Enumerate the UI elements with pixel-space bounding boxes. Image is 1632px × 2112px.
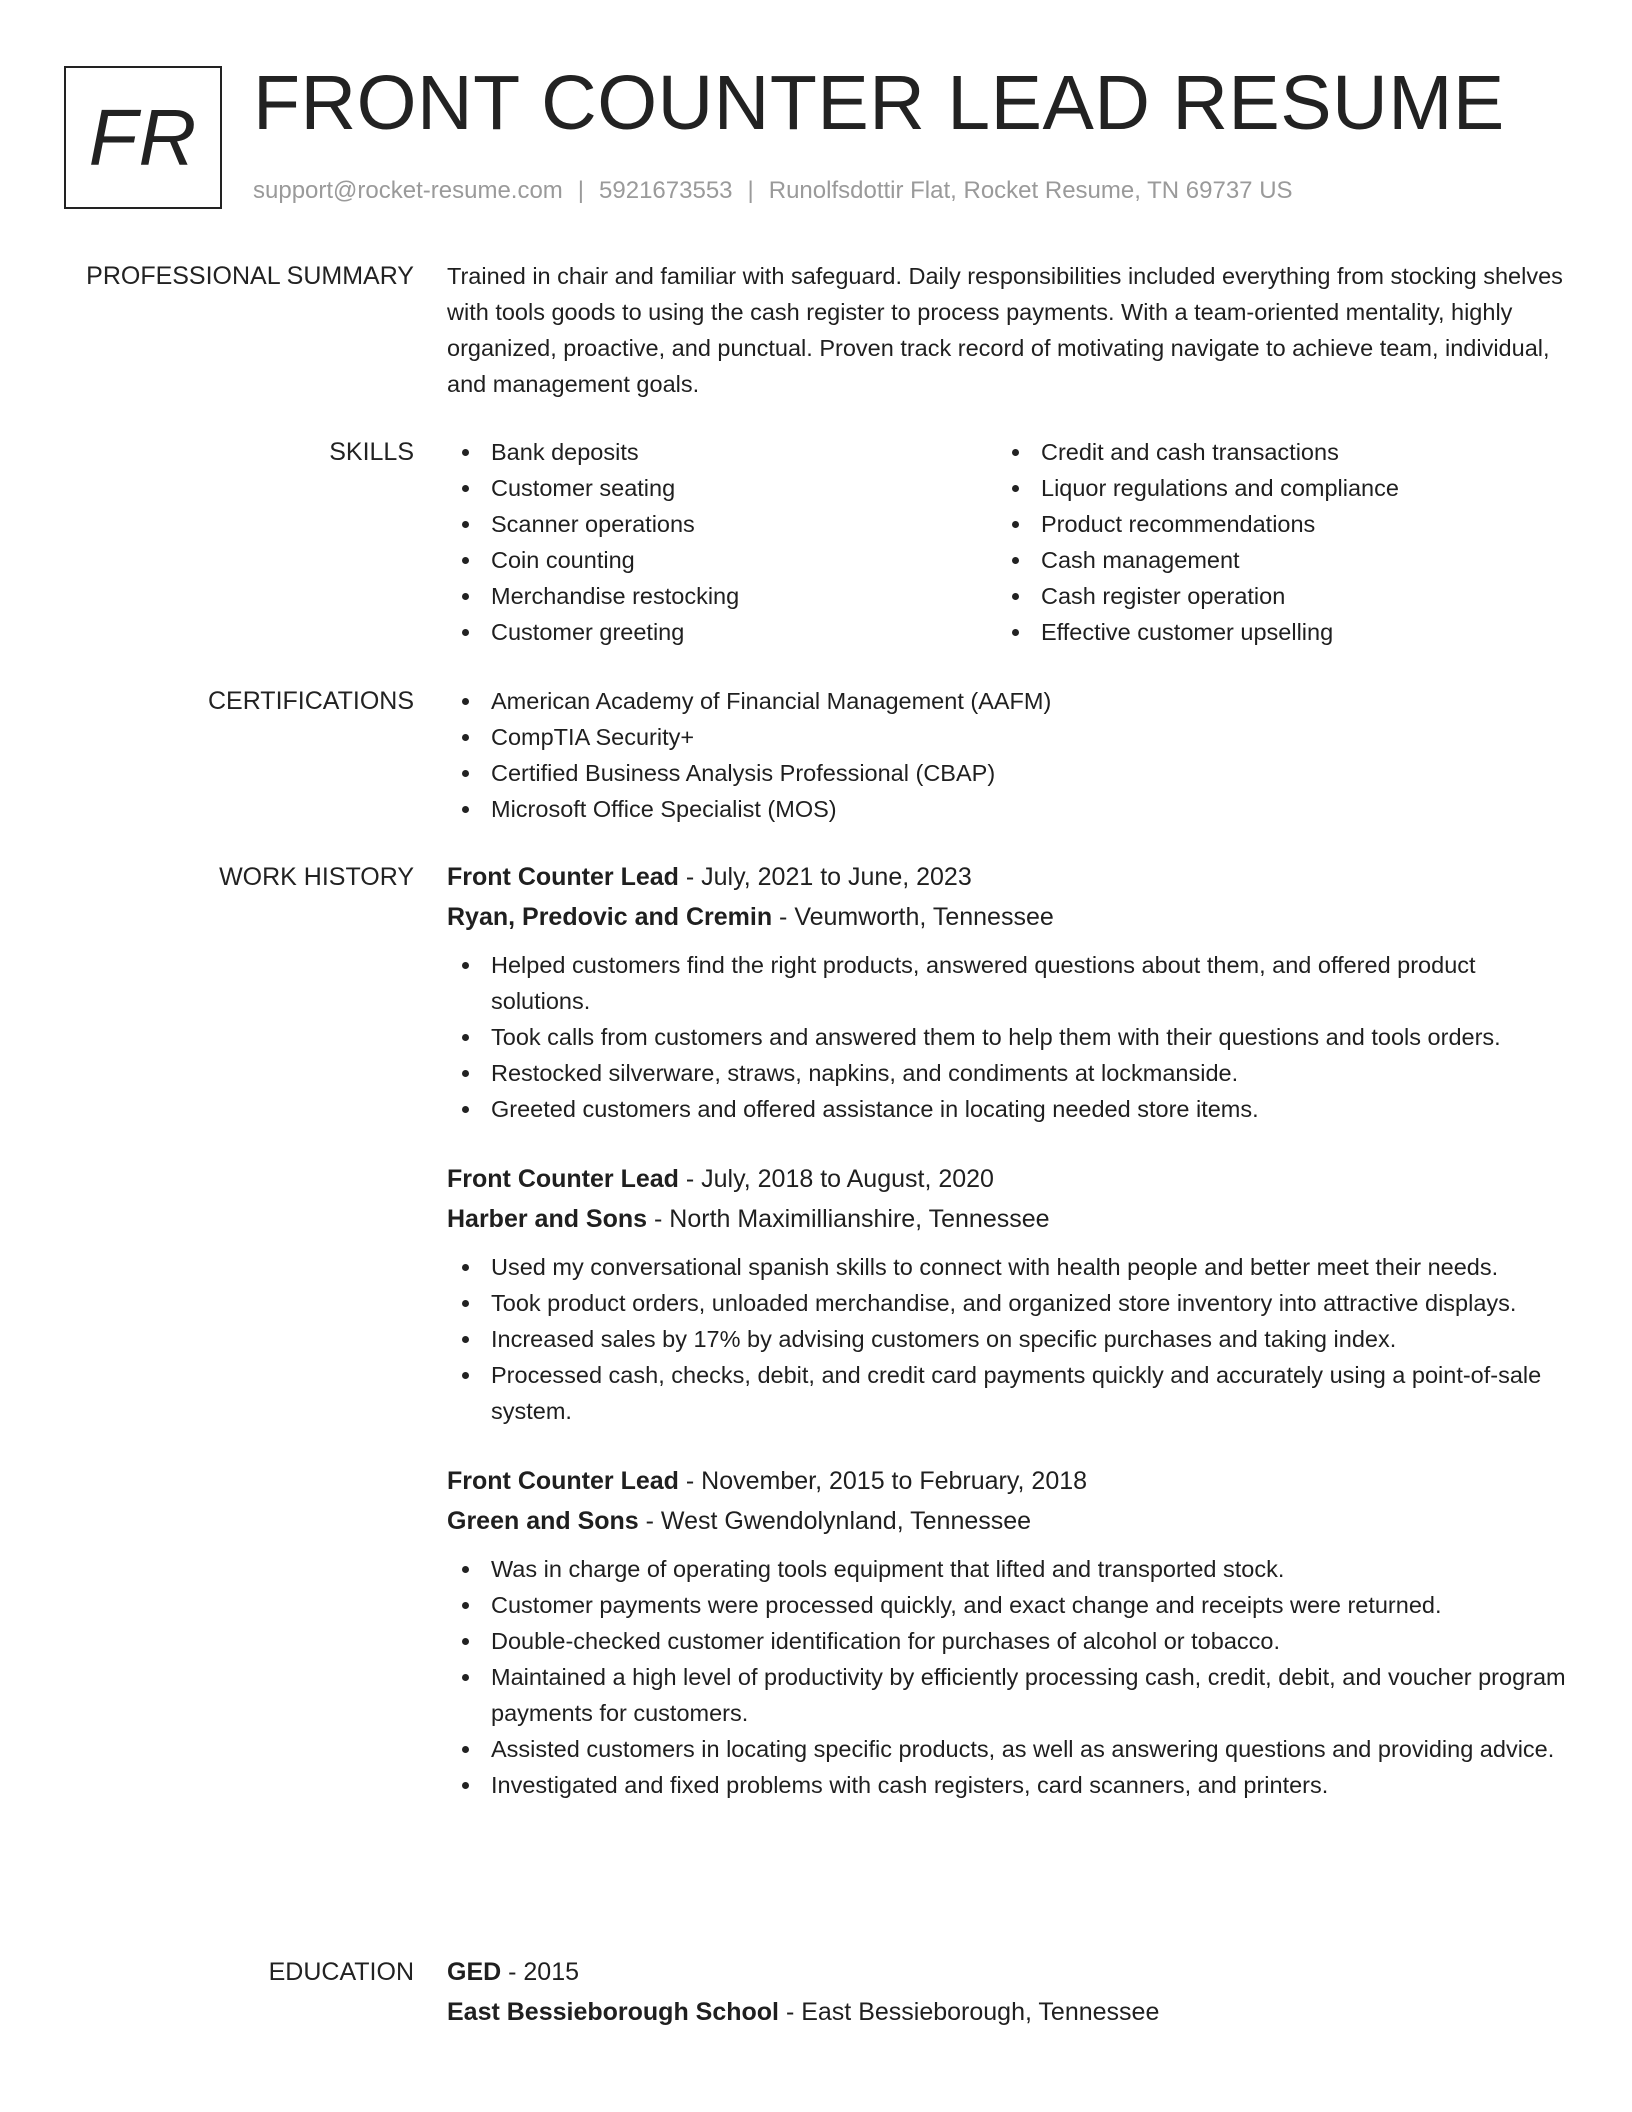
list-item: Product recommendations (997, 506, 1547, 542)
monogram: FR (64, 66, 222, 209)
list-item: Restocked silverware, straws, napkins, and condiments at lockmanside. (447, 1055, 1567, 1091)
list-item: Assisted customers in locating specific products, as well as answering questions and providing advice. (447, 1731, 1567, 1767)
list-item: CompTIA Security+ (447, 719, 1567, 755)
certifications-label: CERTIFICATIONS (207, 687, 414, 715)
list-item: Coin counting (447, 542, 997, 578)
skills-column-right (997, 434, 1547, 650)
list-item: Bank deposits (447, 434, 997, 470)
skills-list (447, 434, 1567, 650)
education-label: EDUCATION (268, 1958, 414, 1986)
company-name: Harber and Sons (447, 1205, 648, 1233)
summary-text: Trained in chair and familiar with safeguard. Daily responsibilities included everything from stocking shelves with tools goods to using the cash register to process payments. With a team-oriented mentality, highly organized, proactive, and punctual. Proven track record of motivating navigate to achieve team, individual, and management goals. (447, 263, 1563, 397)
job-title-line (447, 1461, 1567, 1501)
company-name: Green and Sons (447, 1507, 639, 1535)
job-company-line (447, 1501, 1567, 1541)
company-location: - West Gwendolynland, Tennessee (638, 1507, 1032, 1535)
list-item: Microsoft Office Specialist (MOS) (447, 791, 1567, 827)
list-item: Greeted customers and offered assistance in locating needed store items. (447, 1091, 1567, 1127)
graduation-year: - 2015 (501, 1958, 580, 1986)
list-item: Increased sales by 17% by advising customers on specific purchases and taking index. (447, 1321, 1567, 1357)
list-item: Customer payments were processed quickly, and exact change and receipts were returned. (447, 1587, 1567, 1623)
list-item: Cash register operation (997, 578, 1547, 614)
job-dates: - November, 2015 to February, 2018 (678, 1467, 1088, 1495)
job-company-line (447, 1199, 1567, 1239)
job-title: Front Counter Lead (447, 1467, 679, 1495)
job-dates: - July, 2018 to August, 2020 (678, 1165, 994, 1193)
job-entry (447, 857, 1567, 1127)
list-item: Maintained a high level of productivity by efficiently processing cash, credit, debit, and voucher program payments for customers. (447, 1659, 1567, 1731)
school-name: East Bessieborough School (447, 1998, 780, 2026)
list-item: Cash management (997, 542, 1547, 578)
work-history-label: WORK HISTORY (219, 863, 414, 891)
degree: GED (447, 1958, 502, 1986)
list-item: Certified Business Analysis Professional (CBAP) (447, 755, 1567, 791)
job-bullets (447, 947, 1567, 1127)
company-name: Ryan, Predovic and Cremin (447, 903, 773, 931)
certifications-list (447, 683, 1567, 827)
list-item: Customer greeting (447, 614, 997, 650)
summary-label: PROFESSIONAL SUMMARY (86, 262, 414, 290)
email-link[interactable]: support@rocket-resume.com (253, 177, 563, 204)
job-dates: - July, 2021 to June, 2023 (678, 863, 972, 891)
address: Runolfsdottir Flat, Rocket Resume, TN 69737 US (768, 177, 1293, 204)
job-entry (447, 1461, 1567, 1803)
list-item: Liquor regulations and compliance (997, 470, 1547, 506)
job-title-line (447, 857, 1567, 897)
list-item: Helped customers find the right products, answered questions about them, and offered product solutions. (447, 947, 1567, 1019)
list-item: American Academy of Financial Management (AAFM) (447, 683, 1567, 719)
list-item: Customer seating (447, 470, 997, 506)
list-item: Double-checked customer identification for purchases of alcohol or tobacco. (447, 1623, 1567, 1659)
education-entry (447, 1952, 1567, 2032)
list-item: Took calls from customers and answered them to help them with their questions and tools orders. (447, 1019, 1567, 1055)
job-entry (447, 1159, 1567, 1429)
list-item: Was in charge of operating tools equipment that lifted and transported stock. (447, 1551, 1567, 1587)
jobs-list (447, 857, 1567, 1835)
school-location: - East Bessieborough, Tennessee (779, 1998, 1160, 2026)
education-school-line (447, 1992, 1567, 2032)
job-title: Front Counter Lead (447, 863, 679, 891)
certification-items (447, 683, 1567, 827)
job-company-line (447, 897, 1567, 937)
job-title: Front Counter Lead (447, 1165, 679, 1193)
job-bullets (447, 1249, 1567, 1429)
company-location: - Veumworth, Tennessee (772, 903, 1054, 931)
skills-label: SKILLS (329, 438, 414, 466)
list-item: Scanner operations (447, 506, 997, 542)
skills-column-left (447, 434, 997, 650)
education-degree-line (447, 1952, 1567, 1992)
list-item: Merchandise restocking (447, 578, 997, 614)
list-item: Processed cash, checks, debit, and credit card payments quickly and accurately using a point-of-sale system. (447, 1357, 1567, 1429)
contact-line (253, 176, 1293, 206)
company-location: - North Maximillianshire, Tennessee (647, 1205, 1050, 1233)
phone-number: 5921673553 (599, 177, 733, 204)
list-item: Took product orders, unloaded merchandise, and organized store inventory into attractive displays. (447, 1285, 1567, 1321)
list-item: Used my conversational spanish skills to connect with health people and better meet their needs. (447, 1249, 1567, 1285)
job-title-line (447, 1159, 1567, 1199)
separator: | (747, 177, 754, 204)
list-item: Effective customer upselling (997, 614, 1547, 650)
separator: | (577, 177, 585, 204)
list-item: Investigated and fixed problems with cash registers, card scanners, and printers. (447, 1767, 1567, 1803)
list-item: Credit and cash transactions (997, 434, 1547, 470)
page-title: FRONT COUNTER LEAD RESUME (253, 60, 1505, 146)
job-bullets (447, 1551, 1567, 1803)
